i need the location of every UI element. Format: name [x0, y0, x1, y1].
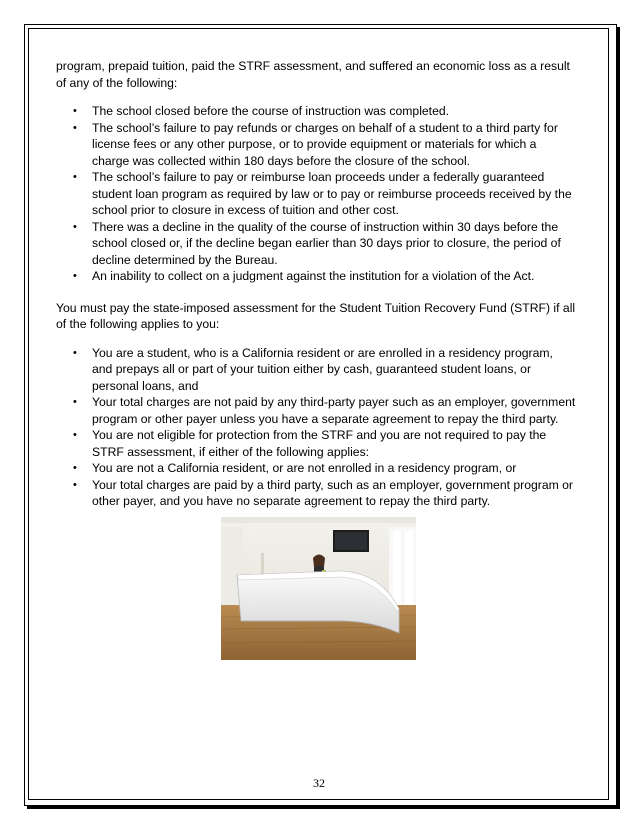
list-item: • The school closed before the course of instruction was completed.: [73, 104, 450, 118]
list-item: • An inability to collect on a judgment against the institution for a violation of the Act.: [73, 269, 535, 283]
reception-desk-photo: [221, 517, 416, 660]
bullet-icon: •: [73, 478, 77, 491]
document-body: [56, 58, 576, 510]
bullet-icon: •: [73, 429, 77, 441]
intro-paragraph: program, prepaid tuition, paid the STRF assessment, and suffered an economic loss as a result of any of the following:: [56, 59, 570, 90]
loss-list: [56, 103, 576, 285]
list-item: • The school’s failure to pay or reimburse loan proceeds under a federally guaranteed student loan program as required by law or to pay or reimburse proceeds received by the school prior to closure in excess of tuition and other cost.: [73, 170, 572, 217]
bullet-icon: •: [73, 462, 77, 474]
condition-list: [56, 345, 576, 510]
bullet-icon: •: [73, 121, 77, 134]
list-item: • Your total charges are paid by a third party, such as an employer, government program or other payer, and you have no separate agreement to repay the third party.: [73, 477, 573, 508]
bullet-icon: •: [73, 396, 77, 408]
bullet-icon: •: [73, 171, 77, 183]
list-item: • You are a student, who is a California resident or are enrolled in a residency program, and prepays all or part of your tuition either by cash, guaranteed student loans, or personal loans, and: [73, 345, 553, 393]
list-item: • The school’s failure to pay refunds or charges on behalf of a student to a third party for license fees or any other purpose, or to provide equipment or materials for which a charge was collected within 180 days before the closure of the school.: [73, 120, 558, 168]
page-number: 32: [313, 776, 325, 790]
list-item: • There was a decline in the quality of the course of instruction within 30 days before the school closed or, if the decline began earlier than 30 days prior to closure, the period of decline determined by the Bureau.: [73, 219, 561, 267]
assessment-paragraph: You must pay the state-imposed assessment for the Student Tuition Recovery Fund (STRF) if all of the following applies to you:: [56, 300, 576, 331]
bullet-icon: •: [73, 220, 77, 233]
list-item: • You are not eligible for protection from the STRF and you are not required to pay the STRF assessment, if either of the following applies:: [73, 428, 547, 459]
bullet-icon: •: [73, 346, 77, 359]
bullet-icon: •: [73, 105, 77, 117]
bullet-icon: •: [73, 270, 77, 282]
list-item: • Your total charges are not paid by any third-party payer such as an employer, government program or other payer unless you have a separate agreement to repay the third party.: [73, 395, 576, 426]
list-item: • You are not a California resident, or are not enrolled in a residency program, or: [73, 461, 517, 475]
